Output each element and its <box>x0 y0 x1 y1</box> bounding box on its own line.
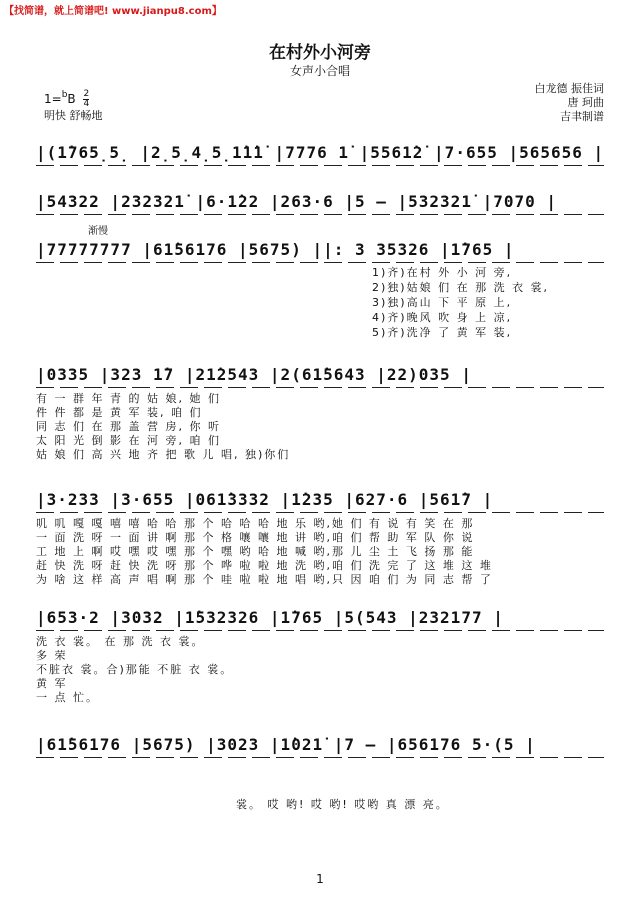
lyric-line: 姑 娘 们 高 兴 地 齐 把 歌 儿 唱, 独)你们 <box>36 448 291 461</box>
lyric-line: 3)独)高山 下 平 原 上, <box>372 296 513 309</box>
lyric-line: 不脏衣 裳。合)那能 不脏 衣 裳。 <box>36 663 234 676</box>
lyric-line: 件 件 都 是 黄 军 装, 咱 们 <box>36 406 203 419</box>
row-notes: |653·2 |3032 |1̇532326 |1̇765 |5(543 |232177 | <box>36 608 504 627</box>
lyric-line: 有 一 群 年 青 的 姑 娘, 她 们 <box>36 392 221 405</box>
lyric-line: 同 志 们 在 那 盖 营 房, 你 听 <box>36 420 221 433</box>
lyric-line: 黄 军 <box>36 677 68 690</box>
lyric-line: 多 荣 <box>36 649 68 662</box>
row-notes: |61̇56176 |5675) |3023 |1̇021̇ |7 – |656176 5·(5 | <box>36 735 536 754</box>
lyric-line: 洗 衣 裳。 在 那 洗 衣 裳。 <box>36 635 205 648</box>
key-note: B <box>67 92 76 106</box>
lyric-line: 太 阳 光 倒 影 在 河 旁, 咱 们 <box>36 434 221 447</box>
song-subtitle: 女声小合唱 <box>289 64 350 78</box>
lyric-line: 裳。 哎 哟! 哎 哟! 哎哟 真 漂 亮。 <box>236 798 449 811</box>
page-number: 1 <box>316 872 324 886</box>
transcriber-credit: 吉聿制谱 <box>560 110 604 123</box>
lyric-line: 5)齐)洗净 了 黄 军 装, <box>372 326 513 339</box>
notation-row-2 <box>36 192 604 212</box>
time-sig-bottom: 4 <box>83 99 90 109</box>
lyric-line: 一 面 洗 呀 一 面 讲 啊 那 个 格 嚷 嚷 地 讲 哟,咱 们 帮 助 军 队 你 说 <box>36 531 475 544</box>
row-notes: |3·233 |3·655 |061̇3332 |1̇235 |627·6 |561̇7 | <box>36 490 494 509</box>
lyricist-credit: 白龙德 振佳词 <box>534 82 604 95</box>
time-sig-top: 2 <box>83 89 90 99</box>
lyric-line: 赶 快 洗 呀 赶 快 洗 呀 那 个 哗 啦 啦 地 洗 哟,咱 们 洗 完 了 这 堆 这 堆 <box>36 559 493 572</box>
notation-row-4 <box>36 365 604 385</box>
notation-row-1 <box>36 143 604 163</box>
song-title: 在村外小河旁 <box>269 43 371 63</box>
notation-row-5 <box>36 490 604 510</box>
key-prefix: 1= <box>44 92 62 106</box>
composer-credit: 唐 珂曲 <box>567 96 604 109</box>
notation-row-7 <box>36 735 604 755</box>
row-notes: |54322 |232321̇ |6·1̇22 |263·6 |5 – |532321̇ |7070 | <box>36 192 558 211</box>
notation-row-3 <box>36 240 604 260</box>
lyric-line: 一 点 忙。 <box>36 691 99 704</box>
lyric-line: 4)齐)晚风 吹 身 上 凉, <box>372 311 513 324</box>
site-banner[interactable]: 【找简谱，就上简谱吧! www.jianpu8.com】 <box>4 6 222 17</box>
credits <box>535 82 605 124</box>
notation-row-6 <box>36 608 604 628</box>
lyric-line: 为 啥 这 样 高 声 唱 啊 那 个 哇 啦 啦 地 唱 哟,只 因 咱 们 为 同 志 帮 了 <box>36 573 493 586</box>
tempo-marking: 明快 舒畅地 <box>44 109 103 122</box>
lyric-line: 1)齐)在村 外 小 河 旁, <box>372 266 513 279</box>
flat-sign: b <box>61 90 68 100</box>
lyric-line: 工 地 上 啊 哎 嘿 哎 嘿 那 个 嘿 哟 哈 地 喊 哟,那 儿 尘 土 飞 扬 那 能 <box>36 545 475 558</box>
row-notes: |77777777 |61̇56176 |5675) ||: 3 35326 |1̇765 | <box>36 240 515 259</box>
lyric-line: 叽 叽 嘎 嘎 嘻 嘻 哈 哈 那 个 哈 哈 哈 地 乐 哟,她 们 有 说 有 笑 在 那 <box>36 517 475 530</box>
ritardando-mark: 渐慢 <box>88 226 108 237</box>
row-notes: |(1̇765̣5̣ |2̣5̣4̣5̣1̇1̇1̇ |7776 1̇ |5561̇2̇ |7·655 |565656 | <box>36 143 604 162</box>
row-notes: |0335 |323 1̇7 |21̇2543 |2(61̇5643 |22)035 | <box>36 365 472 384</box>
lyric-line: 2)独)姑娘 们 在 那 洗 衣 裳, <box>372 281 550 294</box>
